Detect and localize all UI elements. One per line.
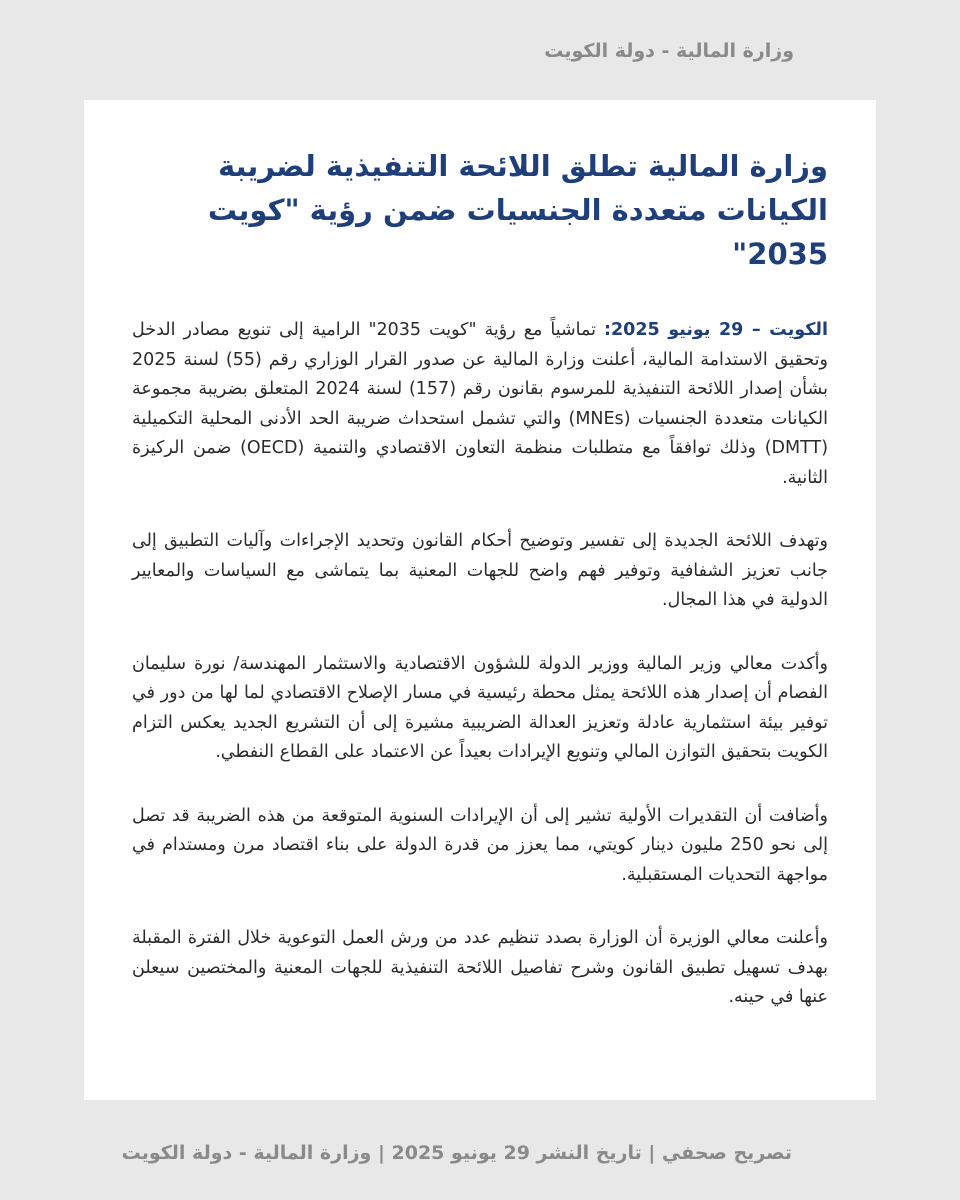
- footer-publication-info: تصريح صحفي | تاريخ النشر 29 يونيو 2025 | وزارة المالية - دولة الكويت: [121, 1142, 792, 1164]
- article-paragraph-3: وأكدت معالي وزير المالية ووزير الدولة للشؤون الاقتصادية والاستثمار المهندسة/ نورة سليمان الفصام أن إصدار هذه اللائحة يمثل محطة رئيسية في مسار الإصلاح الاقتصادي لما لها من دور في توفير بيئة استثمارية عادلة وتعزيز العدالة الضريبية مشيرة إلى أن التشريع الجديد يعكس التزام الكويت بتحقيق التوازن المالي وتنويع الإيرادات بعيداً عن الاعتماد على القطاع النفطي.: [132, 653, 828, 762]
- header-org-label: وزارة المالية - دولة الكويت: [544, 40, 794, 62]
- article-paragraph-1: [132, 316, 828, 493]
- article-dateline: الكويت – 29 يونيو 2025:: [603, 320, 828, 340]
- article-headline: وزارة المالية تطلق اللائحة التنفيذية لضريبة الكيانات متعددة الجنسيات ضمن رؤية "كويت 2035": [207, 149, 828, 271]
- paragraph-1-text: تماشياً مع رؤية "كويت 2035" الرامية إلى تنويع مصادر الدخل وتحقيق الاستدامة المالية، أعلنت وزارة المالية عن صدور القرار الوزاري رقم (55) لسنة 2025 بشأن إصدار اللائحة التنفيذية للمرسوم بقانون رقم (157) لسنة 2024 المتعلق بضريبة مجموعة الكيانات متعددة الجنسيات (MNEs) والتي تشمل استحداث ضريبة الحد الأدنى المحلية التكميلية (DMTT) وذلك توافقاً مع متطلبات منظمة التعاون الاقتصادي والتنمية (OECD) ضمن الركيزة الثانية.: [132, 320, 829, 488]
- article-paragraph-5: وأعلنت معالي الوزيرة أن الوزارة بصدد تنظيم عدد من ورش العمل التوعوية خلال الفترة المقبلة بهدف تسهيل تطبيق القانون وشرح تفاصيل اللائحة التنفيذية للجهات المعنية والمختصين سيعلن عنها في حينه.: [132, 928, 828, 1007]
- article-paragraph-2: وتهدف اللائحة الجديدة إلى تفسير وتوضيح أحكام القانون وتحديد الإجراءات وآليات التطبيق إلى جانب تعزيز الشفافية وتوفير فهم واضح للجهات المعنية بما يتماشى مع السياسات والمعايير الدولية في هذا المجال.: [132, 531, 828, 610]
- press-release-card: [84, 100, 876, 1100]
- article-paragraph-4: وأضافت أن التقديرات الأولية تشير إلى أن الإيرادات السنوية المتوقعة من هذه الضريبة قد تصل إلى نحو 250 مليون دينار كويتي، مما يعزز من قدرة الدولة على بناء اقتصاد مرن ومستدام في مواجهة التحديات المستقبلية.: [132, 805, 828, 885]
